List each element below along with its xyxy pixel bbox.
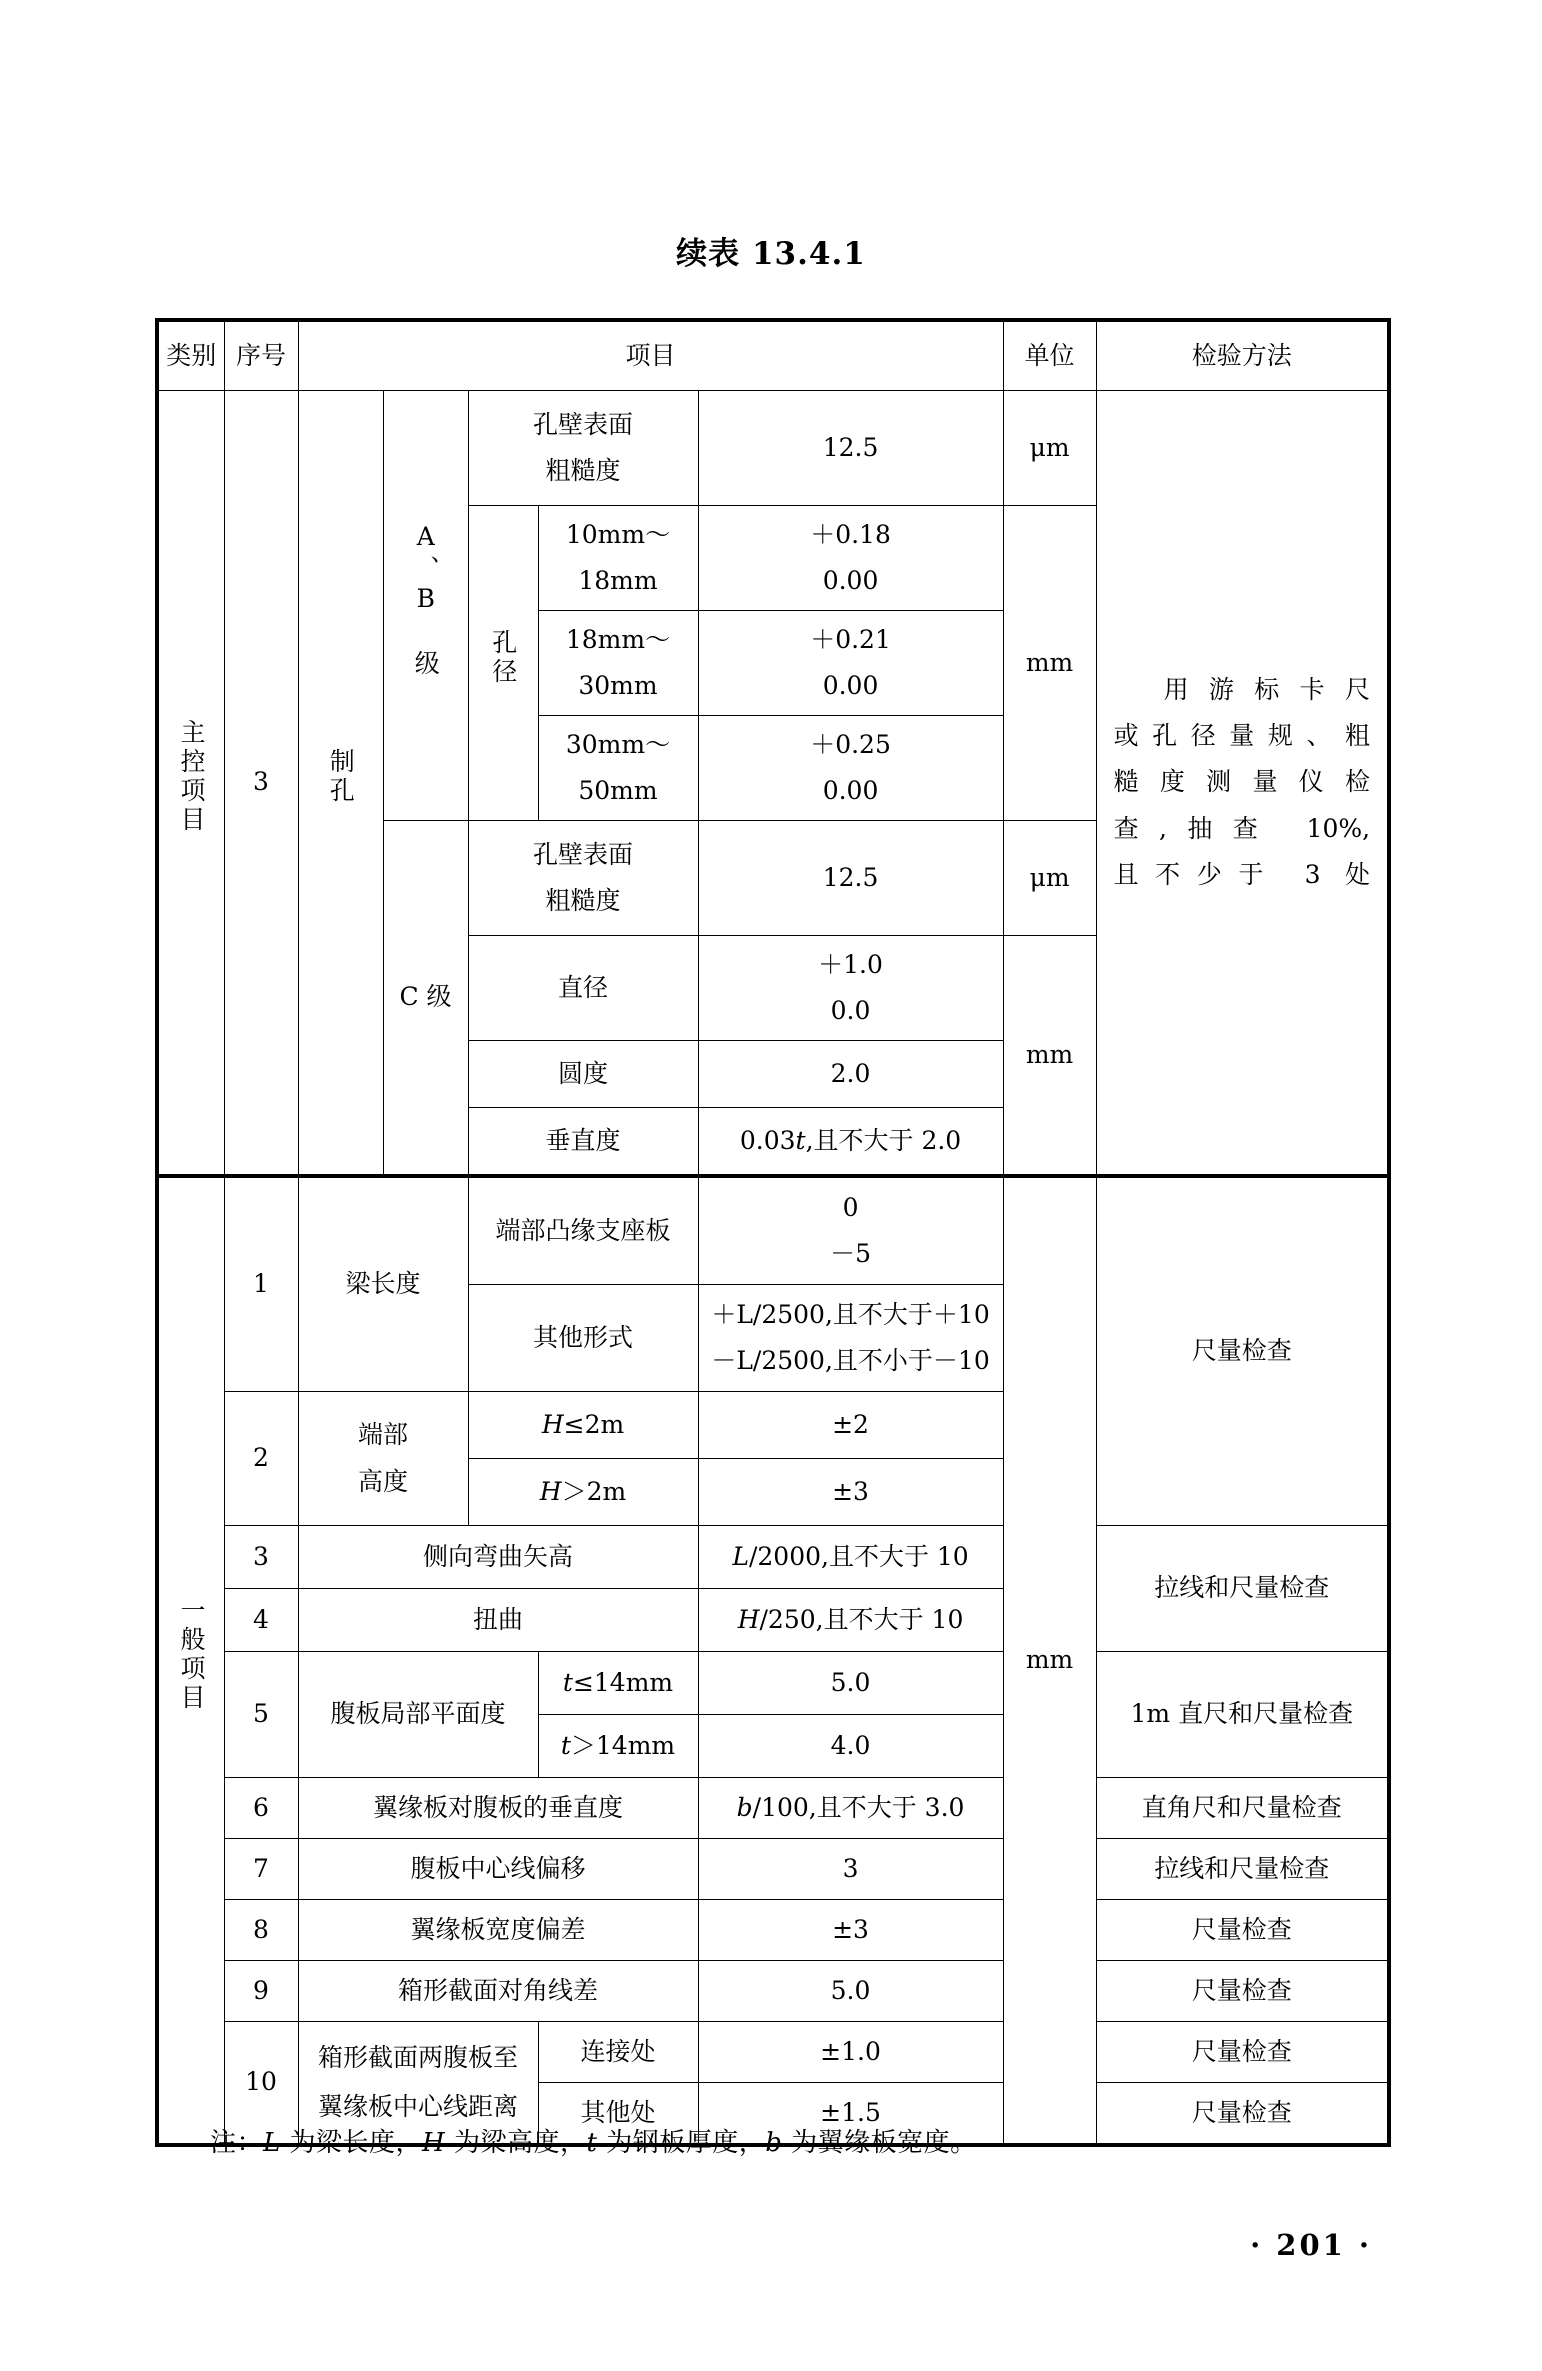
text-line: －L/2500,且不小于－10 xyxy=(711,1346,990,1375)
cell-value-flange-width: ±3 xyxy=(698,1900,1003,1961)
cell-value-bore-1 xyxy=(698,506,1003,611)
text-line: －5 xyxy=(830,1239,871,1268)
cell-unit-general: mm xyxy=(1003,1176,1096,2145)
cell-item-roughness-ab xyxy=(468,391,698,506)
header-item: 项目 xyxy=(298,320,1003,391)
cell-value-joint: ±1.0 xyxy=(698,2022,1003,2083)
table-row xyxy=(157,1961,1389,2022)
sub-variable: t xyxy=(562,1667,573,1697)
cell-value-roughness-c: 12.5 xyxy=(698,821,1003,936)
sub-rest: ＞2m xyxy=(561,1476,627,1506)
cell-value-beam-length-2 xyxy=(698,1285,1003,1392)
table-row xyxy=(157,1652,1389,1715)
cell-method-straightedge: 1m 直尺和尺量检查 xyxy=(1096,1652,1389,1778)
cell-item-end-height xyxy=(298,1392,468,1526)
item-label-main: 制孔 xyxy=(326,748,356,807)
cell-item-twist: 扭曲 xyxy=(298,1589,698,1652)
cell-item-roughness-c xyxy=(468,821,698,936)
cell-value-bore-3 xyxy=(698,716,1003,821)
text-line: 0.00 xyxy=(822,671,879,700)
cell-value-h-gt-2m: ±3 xyxy=(698,1459,1003,1526)
cell-value-t-le-14mm: 5.0 xyxy=(698,1652,1003,1715)
value-variable: H xyxy=(737,1604,760,1634)
value-variable: t xyxy=(795,1125,806,1155)
text-line: ＋1.0 xyxy=(818,949,883,979)
cell-seq-5: 5 xyxy=(224,1652,298,1778)
cell-item-main xyxy=(298,391,383,1177)
page-title: 续表 13.4.1 xyxy=(676,236,866,272)
text-line: 0.00 xyxy=(822,566,879,595)
method-line: 糙度测量仪检 xyxy=(1113,767,1371,797)
sub-variable: t xyxy=(560,1730,571,1760)
value-rest: /2000,且不大于 10 xyxy=(748,1541,969,1571)
text-line: 端部 xyxy=(357,1420,408,1450)
text-line: 箱形截面两腹板至 xyxy=(317,2042,518,2072)
sub-rest: ＞14mm xyxy=(570,1730,676,1760)
cell-item-flange-width: 翼缘板宽度偏差 xyxy=(298,1900,698,1961)
cell-value-twist xyxy=(698,1589,1003,1652)
header-seq: 序号 xyxy=(224,320,298,391)
cell-item-flange-perp: 翼缘板对腹板的垂直度 xyxy=(298,1778,698,1839)
cell-category-general xyxy=(157,1176,224,2145)
table-row xyxy=(157,2022,1389,2083)
cell-seq-1: 1 xyxy=(224,1176,298,1392)
cell-method-main xyxy=(1096,391,1389,1177)
table-row xyxy=(157,391,1389,506)
sub-variable: H xyxy=(541,1409,564,1439)
cell-unit-um-1: μm xyxy=(1003,391,1096,506)
table-row xyxy=(157,1176,1389,1285)
method-line: 查,抽查 10%, xyxy=(1113,813,1371,843)
method-line: 或孔径量规、粗 xyxy=(1113,721,1371,751)
cell-seq-6: 6 xyxy=(224,1778,298,1839)
text-line: ＋0.21 xyxy=(810,624,891,654)
cell-seq-7: 7 xyxy=(224,1839,298,1900)
cell-item-bore-3 xyxy=(538,716,698,821)
cell-sub-h-gt-2m xyxy=(468,1459,698,1526)
cell-method-ruler-5: 尺量检查 xyxy=(1096,2083,1389,2146)
cell-item-lateral-bend: 侧向弯曲矢高 xyxy=(298,1526,698,1589)
header-unit: 单位 xyxy=(1003,320,1096,391)
value-rest: /100,且不大于 3.0 xyxy=(752,1792,965,1822)
cell-method-ruler-2: 尺量检查 xyxy=(1096,1900,1389,1961)
cell-grade-c: C 级 xyxy=(383,821,468,1177)
method-line: 且不少于 3 处 xyxy=(1113,859,1371,889)
cell-value-perpendicularity xyxy=(698,1108,1003,1177)
text-line: 孔壁表面 xyxy=(532,839,633,869)
text-line: 孔壁表面 xyxy=(532,409,633,439)
text-line: 翼缘板中心线距离 xyxy=(317,2091,518,2121)
cell-value-roundness: 2.0 xyxy=(698,1041,1003,1108)
value-suffix: ,且不大于 2.0 xyxy=(805,1125,962,1155)
cell-unit-um-2: μm xyxy=(1003,821,1096,936)
cell-sub-h-le-2m xyxy=(468,1392,698,1459)
text-line: 30mm xyxy=(578,671,658,700)
table-row xyxy=(157,1839,1389,1900)
page-number: · 201 · xyxy=(1250,2228,1372,2262)
cell-unit-mm-1: mm xyxy=(1003,506,1096,821)
cell-seq-3: 3 xyxy=(224,1526,298,1589)
cell-seq-4: 4 xyxy=(224,1589,298,1652)
cell-method-ruler-3: 尺量检查 xyxy=(1096,1961,1389,2022)
cell-item-web-centerline: 腹板中心线偏移 xyxy=(298,1839,698,1900)
cell-sub-other-form: 其他形式 xyxy=(468,1285,698,1392)
cell-seq-9: 9 xyxy=(224,1961,298,2022)
text-line: 粗糙度 xyxy=(545,456,621,485)
cell-value-box-diagonal: 5.0 xyxy=(698,1961,1003,2022)
sub-rest: ≤14mm xyxy=(572,1667,674,1697)
cell-seq-10: 10 xyxy=(224,2022,298,2146)
text-line: 0.0 xyxy=(830,996,871,1025)
cell-value-h-le-2m: ±2 xyxy=(698,1392,1003,1459)
cell-value-flange-perp xyxy=(698,1778,1003,1839)
text-line: 0 xyxy=(842,1192,859,1222)
cell-seq-8: 8 xyxy=(224,1900,298,1961)
value-variable: L xyxy=(732,1541,749,1571)
cell-sub-t-gt-14mm xyxy=(538,1715,698,1778)
text-line: 18mm～ xyxy=(565,624,671,654)
cell-sub-other-place: 其他处 xyxy=(538,2083,698,2146)
text-line: 18mm xyxy=(578,566,658,595)
table-note: 注：L 为梁长度，H 为梁高度，t 为钢板厚度，b 为翼缘板宽度。 xyxy=(210,2128,977,2158)
header-method: 检验方法 xyxy=(1096,320,1389,391)
text-line: 10mm～ xyxy=(565,519,671,549)
text-line: ＋L/2500,且不大于＋10 xyxy=(711,1299,990,1329)
table-row xyxy=(157,1778,1389,1839)
table-row xyxy=(157,1900,1389,1961)
cell-value-beam-length-1 xyxy=(698,1176,1003,1285)
category-label-main: 主控项目 xyxy=(177,719,206,836)
cell-method-line-ruler-2: 拉线和尺量检查 xyxy=(1096,1839,1389,1900)
cell-item-bore-1 xyxy=(538,506,698,611)
cell-method-ruler-4: 尺量检查 xyxy=(1096,2022,1389,2083)
cell-item-web-flatness: 腹板局部平面度 xyxy=(298,1652,538,1778)
table-header-row xyxy=(157,320,1389,391)
text-line: ＋0.25 xyxy=(810,729,891,759)
cell-method-square-ruler: 直角尺和尺量检查 xyxy=(1096,1778,1389,1839)
text-line: 高度 xyxy=(357,1466,408,1496)
header-category: 类别 xyxy=(157,320,224,391)
cell-value-lateral-bend xyxy=(698,1526,1003,1589)
cell-grade-ab xyxy=(383,391,468,821)
cell-sub-t-le-14mm xyxy=(538,1652,698,1715)
bore-label: 孔径 xyxy=(488,628,518,687)
text-line: 50mm xyxy=(578,776,658,805)
cell-sub-joint: 连接处 xyxy=(538,2022,698,2083)
method-line: 用游标卡尺 xyxy=(1163,674,1371,704)
cell-method-line-ruler-1: 拉线和尺量检查 xyxy=(1096,1526,1389,1652)
cell-value-other-place: ±1.5 xyxy=(698,2083,1003,2146)
cell-seq-2: 2 xyxy=(224,1392,298,1526)
cell-item-box-diagonal: 箱形截面对角线差 xyxy=(298,1961,698,2022)
cell-seq-main: 3 xyxy=(224,391,298,1177)
sub-rest: ≤2m xyxy=(563,1409,625,1439)
cell-item-roundness: 圆度 xyxy=(468,1041,698,1108)
cell-sub-flange-support: 端部凸缘支座板 xyxy=(468,1176,698,1285)
category-label-general: 一般项目 xyxy=(177,1597,206,1714)
cell-value-web-centerline: 3 xyxy=(698,1839,1003,1900)
text-line: 0.00 xyxy=(822,776,879,805)
cell-value-diameter xyxy=(698,936,1003,1041)
cell-item-beam-length: 梁长度 xyxy=(298,1176,468,1392)
cell-item-perpendicularity: 垂直度 xyxy=(468,1108,698,1177)
sub-variable: H xyxy=(539,1476,562,1506)
text-line: 粗糙度 xyxy=(545,886,621,915)
cell-item-diameter: 直径 xyxy=(468,936,698,1041)
value-prefix: 0.03 xyxy=(739,1125,796,1155)
cell-category-main xyxy=(157,391,224,1177)
cell-bore-label xyxy=(468,506,538,821)
grade-ab-label: A、B 级 xyxy=(411,521,441,679)
table-row xyxy=(157,1526,1389,1589)
cell-method-ruler-1: 尺量检查 xyxy=(1096,1176,1389,1526)
cell-value-bore-2 xyxy=(698,611,1003,716)
specification-table xyxy=(155,318,1391,2147)
text-line: 30mm～ xyxy=(565,729,671,759)
value-rest: /250,且不大于 10 xyxy=(759,1604,964,1634)
cell-value-t-gt-14mm: 4.0 xyxy=(698,1715,1003,1778)
text-line: ＋0.18 xyxy=(810,519,891,549)
cell-unit-mm-2: mm xyxy=(1003,936,1096,1177)
value-variable: b xyxy=(736,1792,753,1822)
cell-item-bore-2 xyxy=(538,611,698,716)
cell-value-roughness-ab: 12.5 xyxy=(698,391,1003,506)
